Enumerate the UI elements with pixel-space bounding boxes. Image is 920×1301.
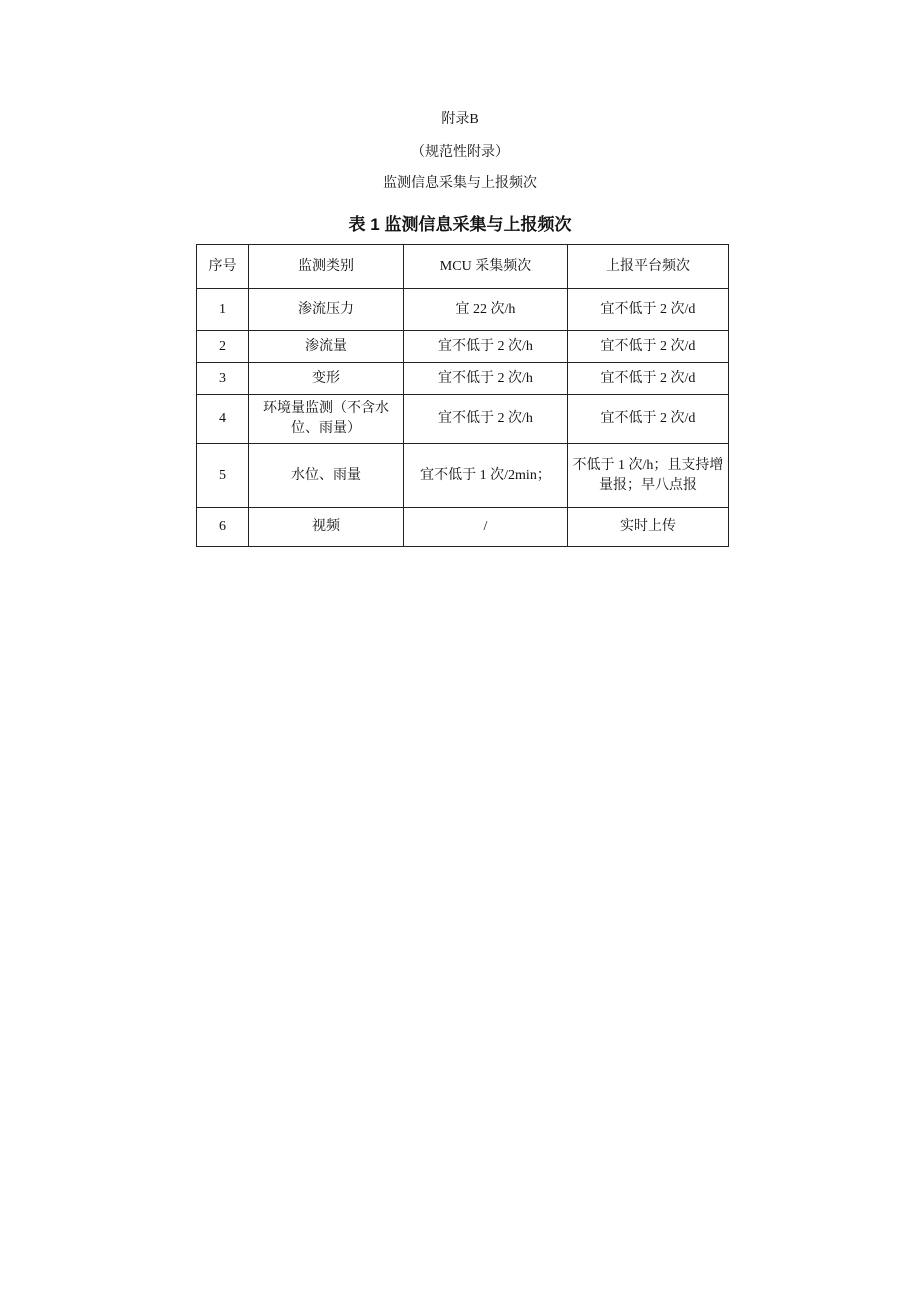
cell-serial: 1: [197, 289, 249, 331]
appendix-subject: 监测信息采集与上报频次: [383, 176, 537, 191]
cell-report-frequency: 宜不低于 2 次/d: [568, 363, 729, 395]
cell-category: 渗流量: [249, 331, 404, 363]
cell-category: 水位、雨量: [249, 444, 404, 508]
cell-category: 变形: [249, 363, 404, 395]
cell-mcu-frequency: 宜不低于 2 次/h: [404, 363, 568, 395]
header-serial: 序号: [197, 245, 249, 289]
cell-serial: 3: [197, 363, 249, 395]
cell-serial: 5: [197, 444, 249, 508]
appendix-nature: （规范性附录）: [411, 145, 509, 160]
table-row: [197, 363, 729, 395]
table-row: [197, 331, 729, 363]
cell-report-frequency: 宜不低于 2 次/d: [568, 395, 729, 444]
frequency-table: [196, 244, 729, 547]
cell-category: 渗流压力: [249, 289, 404, 331]
cell-mcu-frequency: /: [404, 508, 568, 547]
table-row: [197, 395, 729, 444]
table-row: [197, 508, 729, 547]
cell-mcu-frequency: 宜不低于 2 次/h: [404, 331, 568, 363]
table-title: 表 1 监测信息采集与上报频次: [348, 215, 572, 234]
table-row: [197, 289, 729, 331]
table-header-row: [197, 245, 729, 289]
cell-report-frequency: 不低于 1 次/h；且支持增量报；早八点报: [568, 444, 729, 508]
cell-report-frequency: 宜不低于 2 次/d: [568, 331, 729, 363]
cell-serial: 6: [197, 508, 249, 547]
cell-category: 环境量监测（不含水位、雨量）: [249, 395, 404, 444]
table-row: [197, 444, 729, 508]
header-report-frequency: 上报平台频次: [568, 245, 729, 289]
cell-serial: 2: [197, 331, 249, 363]
cell-serial: 4: [197, 395, 249, 444]
cell-mcu-frequency: 宜不低于 1 次/2min；: [404, 444, 568, 508]
appendix-title: 附录B: [441, 112, 479, 127]
cell-mcu-frequency: 宜 22 次/h: [404, 289, 568, 331]
cell-category: 视频: [249, 508, 404, 547]
cell-mcu-frequency: 宜不低于 2 次/h: [404, 395, 568, 444]
header-mcu-frequency: MCU 采集频次: [404, 245, 568, 289]
cell-report-frequency: 宜不低于 2 次/d: [568, 289, 729, 331]
header-category: 监测类别: [249, 245, 404, 289]
cell-report-frequency: 实时上传: [568, 508, 729, 547]
